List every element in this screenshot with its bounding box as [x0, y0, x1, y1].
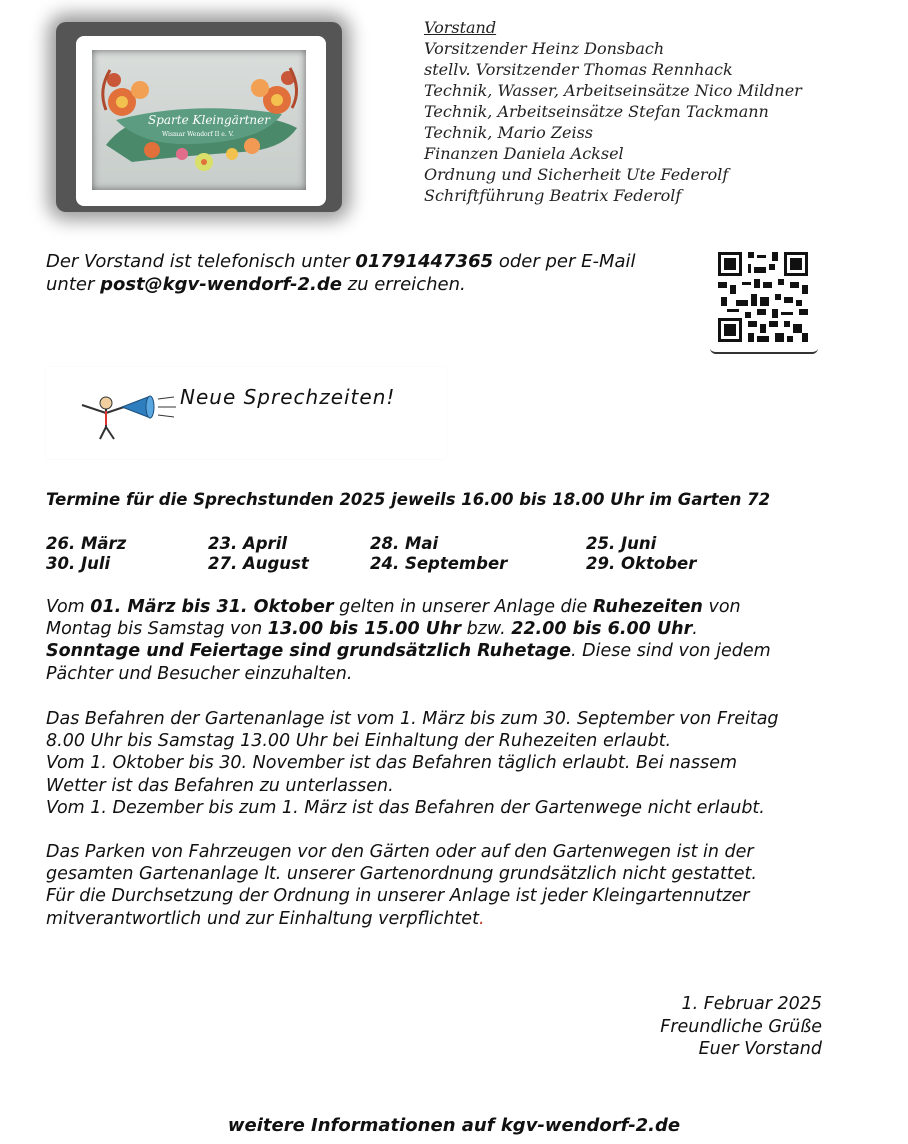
footer-link[interactable]: weitere Informationen auf kgv-wendorf-2.de	[227, 1115, 681, 1136]
driving-paragraph: Das Befahren der Gartenanlage ist vom 1. März bis zum 30. September von Freitag 8.00 Uhr bis Samstag 13.00 Uhr bei Einhaltung der Ruhezeiten erlaubt. Vom 1. Oktober bis 30. November ist das Befahren täglich erlaubt. Bei nassem Wetter ist das Befahren zu unterlassen. Vom 1. Dezember bis zum 1. März ist das Befahren der Gartenwege nicht erlaubt.	[46, 709, 779, 818]
phone-number[interactable]: 01791447365	[355, 251, 494, 272]
board-member: Finanzen Daniela Acksel	[424, 144, 624, 163]
appointment-date: 27. August	[208, 554, 309, 573]
closing-block	[660, 993, 822, 1061]
appointment-date: 30. Juli	[46, 554, 111, 573]
appointment-date: 25. Juni	[586, 534, 657, 553]
appointment-date: 28. Mai	[370, 534, 439, 553]
club-logo	[92, 50, 306, 190]
svg-text:Sparte Kleingärtner: Sparte Kleingärtner	[148, 113, 270, 127]
svg-text:Wismar Wendorf II e. V.: Wismar Wendorf II e. V.	[162, 131, 234, 138]
rest-times-paragraph: Vom 01. März bis 31. Oktober gelten in unserer Anlage die Ruhezeiten von Montag bis Samstag von 13.00 bis 15.00 Uhr bzw. 22.00 bis 6.00 Uhr. Sonntage und Feiertage sind grundsätzlich Ruhetage. Diese sind von jedem Pächter und Besucher einzuhalten.	[46, 597, 771, 684]
appointment-date: 23. April	[208, 534, 288, 553]
qr-underline	[710, 348, 818, 354]
board-member: Technik, Mario Zeiss	[424, 123, 593, 142]
closing-signature: Euer Vorstand	[698, 1039, 822, 1059]
qr-code-icon[interactable]	[718, 252, 808, 342]
megaphone-figure-icon	[68, 381, 180, 445]
banner-title: Neue Sprechzeiten!	[180, 385, 396, 409]
appointment-date: 29. Oktober	[586, 554, 697, 573]
banner-image	[46, 367, 446, 459]
parking-paragraph: Das Parken von Fahrzeugen vor den Gärten oder auf den Gartenwegen ist in der gesamten Gartenanlage lt. unserer Gartenordnung grundsätzlich nicht gestattet. Für die Durchsetzung der Ordnung in unserer Anlage ist jeder Kleingartennutzer mitverantwortlich und zur Einhaltung verpflichtet.	[46, 842, 757, 929]
board-heading: Vorstand	[424, 18, 497, 37]
logo-frame	[56, 22, 342, 212]
appointment-date: 24. September	[370, 554, 508, 573]
logo-mat	[76, 36, 326, 206]
email-link[interactable]: post@kgv-wendorf-2.de	[100, 274, 342, 295]
board-member: stellv. Vorsitzender Thomas Rennhack	[424, 60, 733, 79]
board-member: Vorsitzender Heinz Donsbach	[424, 39, 665, 58]
board-member: Ordnung und Sicherheit Ute Federolf	[424, 165, 729, 184]
closing-greeting: Freundliche Grüße	[660, 1016, 822, 1037]
closing-date: 1. Februar 2025	[681, 994, 822, 1014]
contact-text: Der Vorstand ist telefonisch unter 01791447365 oder per E-Mail unter post@kgv-wendorf-2.de zu erreichen.	[46, 251, 636, 295]
appointment-date: 26. März	[46, 534, 127, 553]
board-member: Technik, Wasser, Arbeitseinsätze Nico Mildner	[424, 81, 802, 100]
board-member: Schriftführung Beatrix Federolf	[424, 186, 682, 205]
flower-wreath-icon	[92, 50, 306, 190]
appointments-title: Termine für die Sprechstunden 2025 jeweils 16.00 bis 18.00 Uhr im Garten 72	[46, 490, 771, 509]
board-member: Technik, Arbeitseinsätze Stefan Tackmann	[424, 102, 769, 121]
board-list	[424, 17, 802, 206]
